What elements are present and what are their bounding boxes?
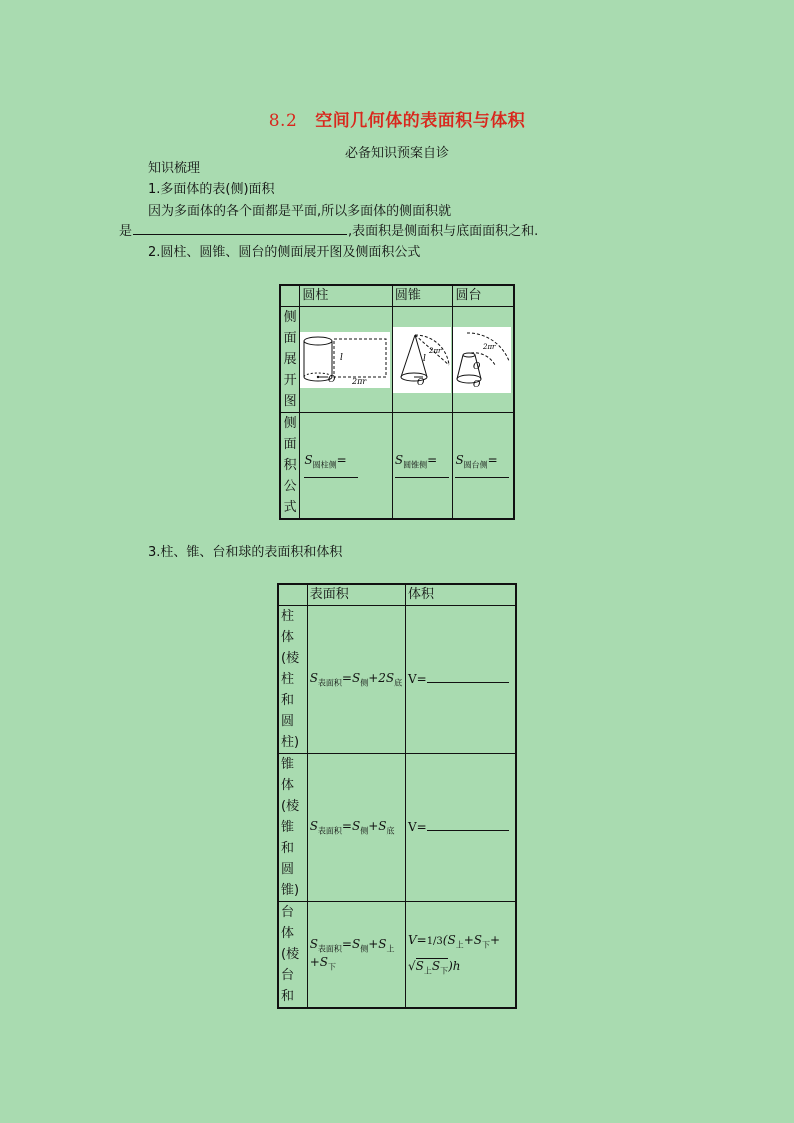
lateral-area-table — [279, 284, 515, 520]
svg-text:l: l — [422, 353, 426, 364]
item1-title: 1.多面体的表(侧)面积 — [148, 182, 275, 197]
col-header-volume: 体积 — [405, 584, 516, 606]
pyramid-volume-formula: V= — [405, 754, 516, 902]
corner-cell — [280, 285, 300, 307]
answer-blank[interactable] — [455, 477, 509, 478]
svg-text:O: O — [416, 377, 425, 388]
item2-title: 2.圆柱、圆锥、圆台的侧面展开图及侧面积公式 — [148, 245, 421, 260]
svg-text:l: l — [340, 352, 344, 363]
section-number: 8.2 — [268, 111, 298, 131]
svg-text:O: O — [473, 361, 481, 372]
col-header-frustum: 圆台 — [453, 285, 514, 307]
answer-blank[interactable] — [427, 830, 509, 831]
row-label-prism: 柱 体 (棱 柱 和 圆 柱) — [278, 606, 307, 754]
answer-blank[interactable] — [395, 477, 449, 478]
item1-text: 因为多面体的各个面都是平面,所以多面体的侧面积就 — [148, 204, 452, 219]
cone-unfold-figure — [393, 327, 451, 393]
section-title: 空间几何体的表面积与体积 — [315, 111, 526, 131]
prism-volume-formula: V= — [405, 606, 516, 754]
svg-text:O: O — [328, 374, 336, 385]
cylinder-lateral-formula: $S_{圆柱侧}=$ — [300, 413, 393, 520]
col-header-cone: 圆锥 — [392, 285, 453, 307]
page-subtitle: 必备知识预案自诊 — [344, 146, 449, 161]
cone-unfold-cell — [392, 307, 453, 413]
prism-area-formula: $S_{表面积}=S_侧+2S_底$ — [307, 606, 405, 754]
knowledge-heading: 知识梳理 — [148, 161, 201, 176]
item1-line2 — [119, 222, 538, 241]
svg-text:2πr: 2πr — [483, 342, 496, 351]
cylinder-unfold-cell — [300, 307, 393, 413]
col-header-area: 表面积 — [307, 584, 405, 606]
answer-blank[interactable] — [427, 682, 509, 683]
item1-suffix: ,表面积是侧面积与底面面积之和. — [348, 224, 539, 239]
col-header-cylinder: 圆柱 — [300, 285, 393, 307]
row-label-frustum: 台 体 (棱 台 和 — [278, 902, 307, 1009]
svg-text:O: O — [473, 379, 481, 390]
item1-prefix: 是 — [119, 224, 133, 239]
frustum-volume-formula: $V=1/3(S_上+S_下+$ $√S_上S_下)h$ — [405, 902, 516, 1009]
fill-blank[interactable] — [133, 222, 347, 235]
cylinder-unfold-figure — [300, 332, 390, 388]
row-label-formula: 侧 面 积 公 式 — [280, 413, 300, 520]
pyramid-area-formula: $S_{表面积}=S_侧+S_底$ — [307, 754, 405, 902]
item3-title: 3.柱、锥、台和球的表面积和体积 — [148, 545, 343, 560]
corner-cell — [278, 584, 307, 606]
frustum-area-formula: $S_{表面积}=S_侧+S_上+S_下$ — [307, 902, 405, 1009]
frustum-lateral-formula: $S_{圆台侧}=$ — [453, 413, 514, 520]
surface-volume-table — [277, 583, 517, 1009]
svg-text:2πr: 2πr — [428, 346, 442, 355]
frustum-unfold-cell — [453, 307, 514, 413]
row-label-unfold: 侧 面 展 开 图 — [280, 307, 300, 413]
frustum-unfold-figure — [453, 327, 511, 393]
svg-text:2πr: 2πr — [352, 376, 367, 386]
cone-lateral-formula: $S_{圆锥侧}=$ — [392, 413, 453, 520]
page-title — [0, 106, 794, 131]
answer-blank[interactable] — [304, 477, 358, 478]
row-label-pyramid: 锥 体 (棱 锥 和 圆 锥) — [278, 754, 307, 902]
